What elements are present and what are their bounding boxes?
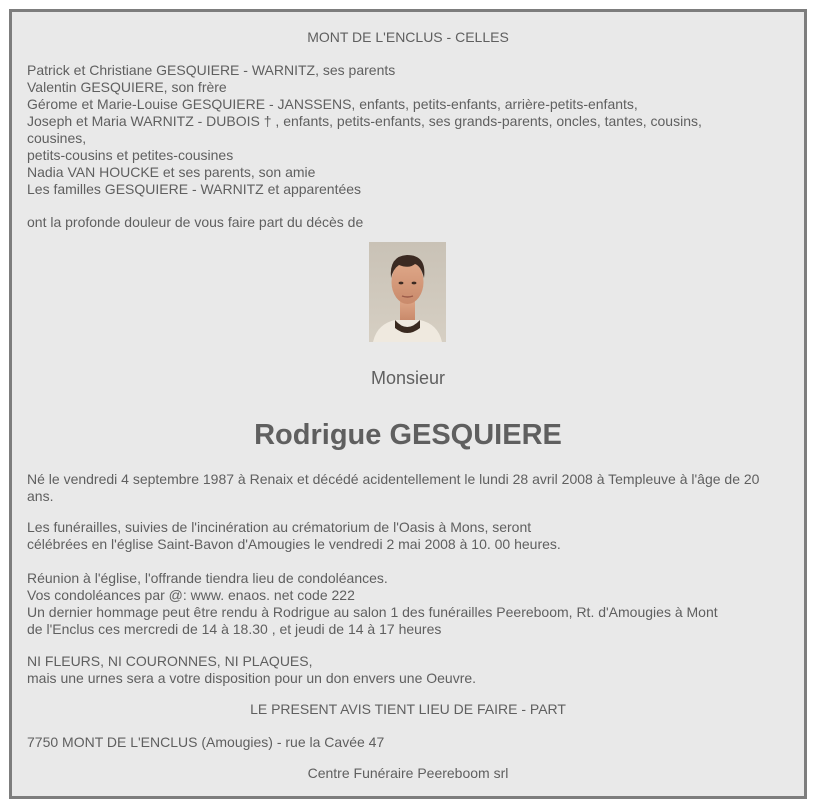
text-line: Vos condoléances par @: www. enaos. net code 222 xyxy=(27,587,355,603)
header-location: MONT DE L'ENCLUS - CELLES xyxy=(307,29,509,45)
deceased-name: Rodrigue GESQUIERE xyxy=(254,419,562,451)
address-text: 7750 MONT DE L'ENCLUS (Amougies) - rue la Cavée 47 xyxy=(27,734,385,750)
title-monsieur: Monsieur xyxy=(370,368,446,388)
text-line: Réunion à l'église, l'offrande tiendra lieu de condoléances. xyxy=(27,570,388,586)
family-line: Patrick et Christiane GESQUIERE - WARNITZ, ses parents xyxy=(27,62,396,78)
text-line: Un dernier hommage peut être rendu à Rodrigue au salon 1 des funérailles Peereboom, Rt. d'Amougies à Mont xyxy=(27,604,718,620)
family-line: Gérome et Marie-Louise GESQUIERE - JANSSENS, enfants, petits-enfants, arrière-petits-enfants, xyxy=(27,96,638,112)
family-line: cousines, xyxy=(27,130,87,146)
text-line: mais une urnes sera a votre disposition pour un don envers une Oeuvre. xyxy=(27,670,477,686)
portrait-photo xyxy=(369,242,446,342)
intro-text: ont la profonde douleur de vous faire part du décès de xyxy=(27,214,364,230)
text-line: NI FLEURS, NI COURONNES, NI PLAQUES, xyxy=(27,653,313,669)
text-line: ans. xyxy=(27,488,54,504)
family-line: petits-cousins et petites-cousines xyxy=(27,147,234,163)
obituary-card xyxy=(9,9,807,799)
family-line: Nadia VAN HOUCKE et ses parents, son amie xyxy=(27,164,316,180)
text-line: de l'Enclus ces mercredi de 14 à 18.30 , et jeudi de 14 à 17 heures xyxy=(27,621,442,637)
text-line: Né le vendredi 4 septembre 1987 à Renaix et décédé acidentellement le lundi 28 avril 2008 à Templeuve à l'âge de 20 xyxy=(27,471,760,487)
family-line: Les familles GESQUIERE - WARNITZ et apparentées xyxy=(27,181,362,197)
notice-text: LE PRESENT AVIS TIENT LIEU DE FAIRE - PART xyxy=(250,701,566,717)
footer-company: Centre Funéraire Peereboom srl xyxy=(307,765,509,781)
family-line: Valentin GESQUIERE, son frère xyxy=(27,79,227,95)
family-line: Joseph et Maria WARNITZ - DUBOIS † , enfants, petits-enfants, ses grands-parents, oncles, tantes, cousins, xyxy=(27,113,702,129)
text-line: Les funérailles, suivies de l'incinération au crématorium de l'Oasis à Mons, seront xyxy=(27,519,532,535)
text-line: célébrées en l'église Saint-Bavon d'Amougies le vendredi 2 mai 2008 à 10. 00 heures. xyxy=(27,536,561,552)
